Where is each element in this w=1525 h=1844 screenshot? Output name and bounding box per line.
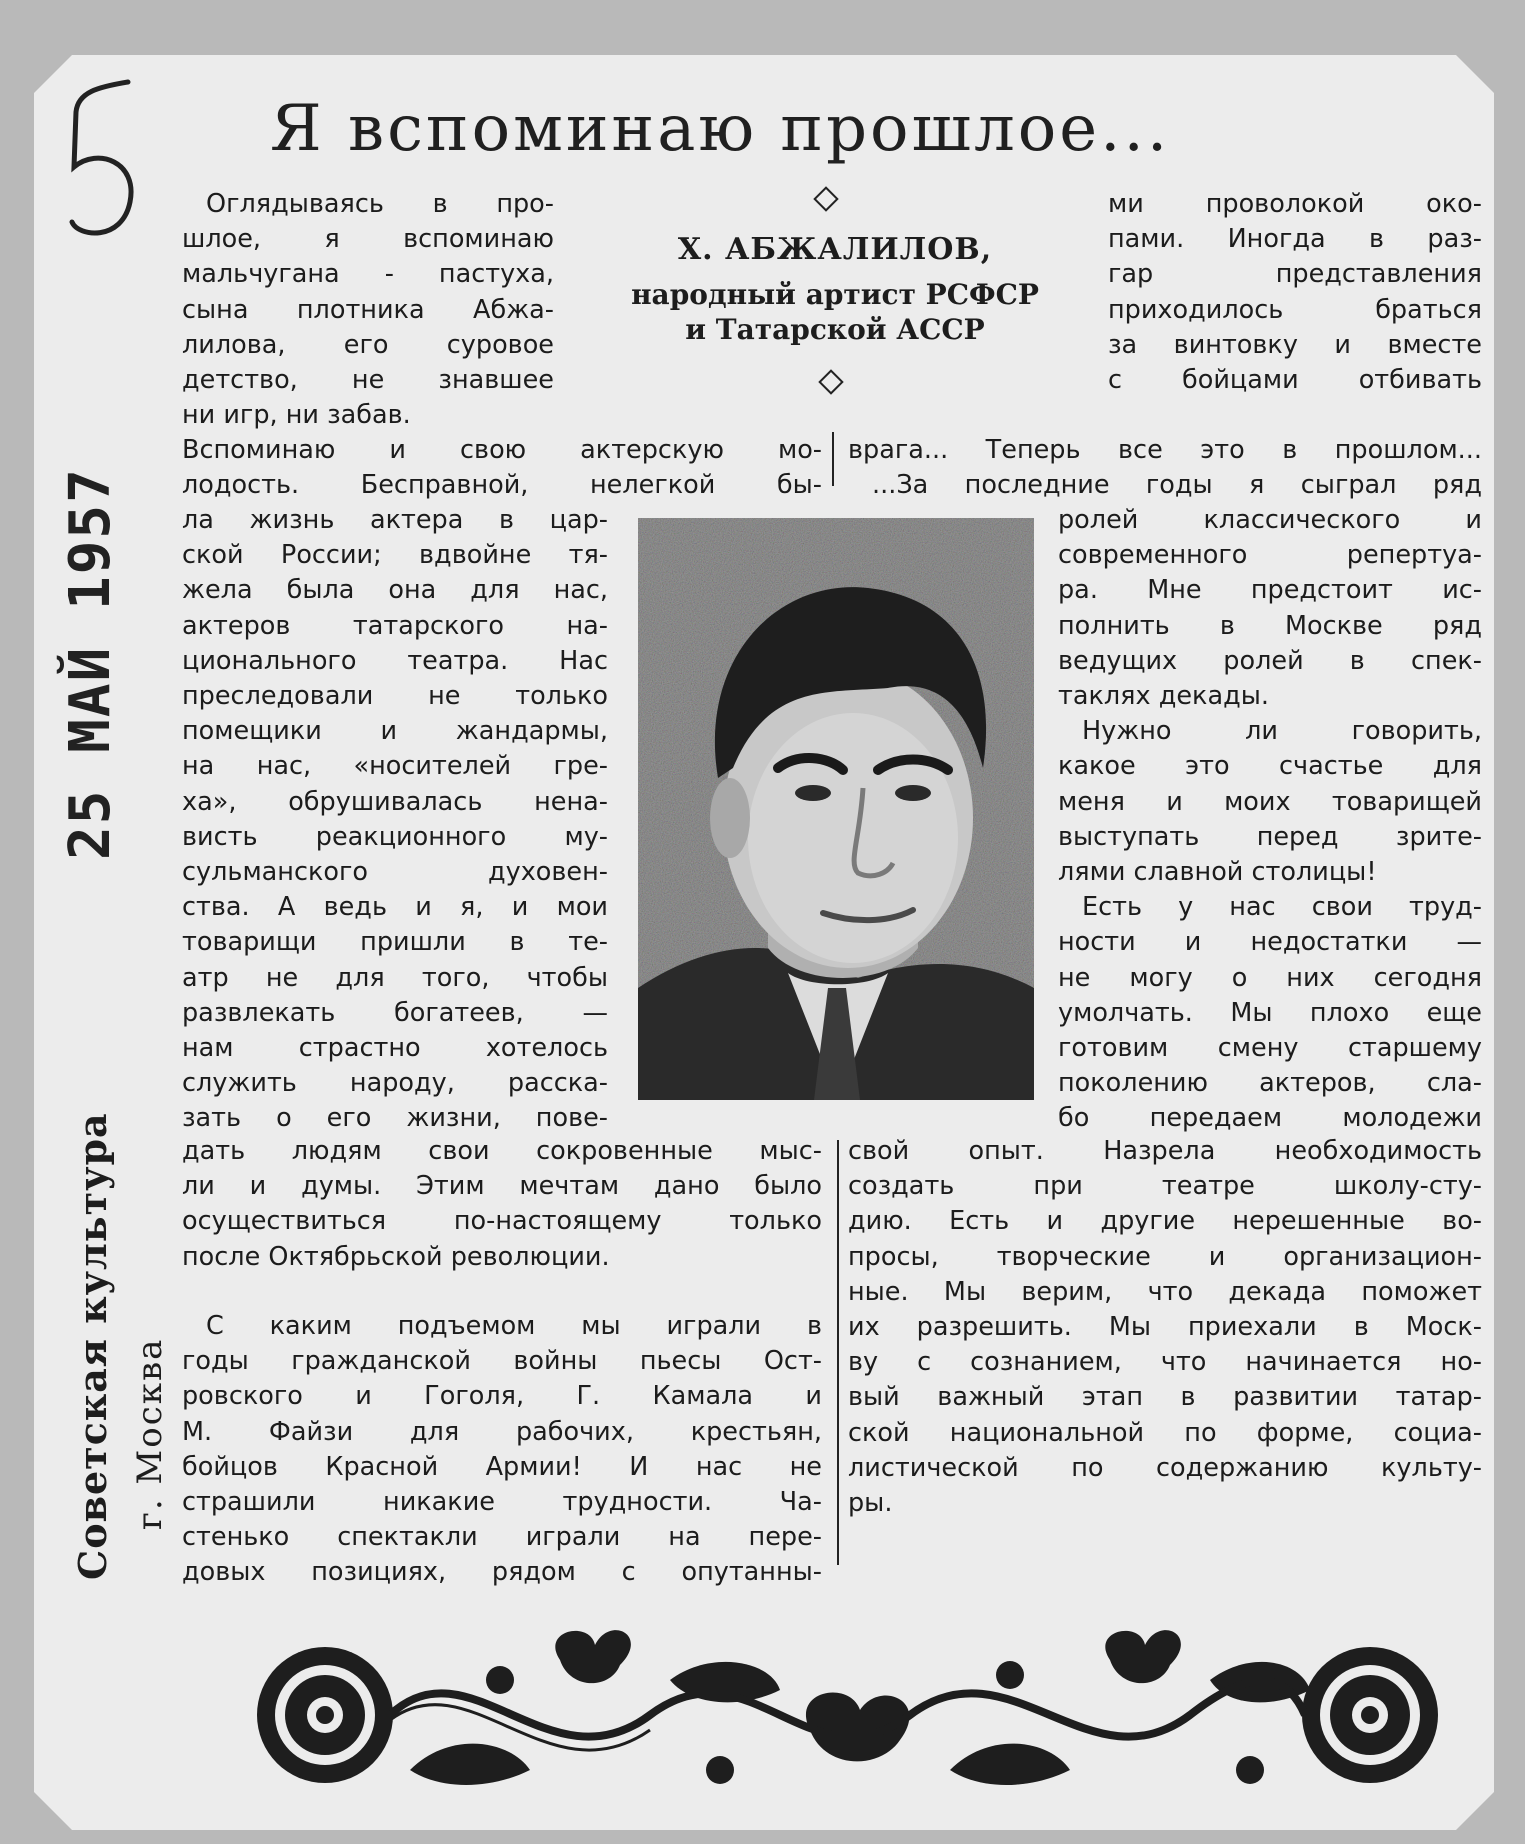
city-name: г. Москва [130,1337,170,1530]
text-line: гар представления [1108,259,1482,290]
text-line: ни игр, ни забав. [182,400,411,431]
text-line: ционального театра. Нас [182,645,608,676]
text-line: поколению актеров, сла- [1058,1068,1482,1099]
text-line: ...За последние годы я сыграл ряд [872,470,1482,501]
text-line: меня и моих товарищей [1058,786,1482,817]
handwritten-page-number [58,72,148,252]
column-rule [837,1140,839,1565]
text-line: нам страстно хотелось [182,1033,608,1063]
text-line: ровского и Гоголя, Г. Камала и [182,1381,822,1412]
text-line: развлекать богатеев, — [182,997,608,1028]
text-line: ха», обрушивалась нена- [182,786,608,817]
text-line: просы, творческие и организацион- [848,1241,1482,1272]
text-line: довых позициях, рядом с опутанны- [182,1557,822,1588]
text-line: зать о его жизни, пове- [182,1103,608,1134]
text-line: ской России; вдвойне тя- [182,540,608,571]
text-line: М. Файзи для рабочих, крестьян, [182,1416,822,1447]
column-rule [832,432,834,486]
text-line: сына плотника Абжа- [182,294,554,325]
text-line: врага... Теперь все это в прошлом... [848,435,1482,465]
date-stamp: 25 МАЙ 1957 [58,467,123,860]
text-line: с бойцами отбивать [1108,365,1482,395]
text-line: жела была она для нас, [182,575,608,606]
text-line: детство, не знавшее [182,365,554,395]
text-line: Нужно ли говорить, [1082,716,1482,747]
article-title: Я вспоминаю прошлое... [270,92,1171,166]
text-line: страшили никакие трудности. Ча- [182,1487,822,1517]
text-line: товарищи пришли в те- [182,927,608,958]
text-line: ры. [848,1488,893,1518]
text-line: стенько спектакли играли на пере- [182,1522,822,1553]
text-line: приходилось браться [1108,294,1482,325]
newspaper-name: Советская культура [70,1112,115,1580]
text-line: выступать перед зрите- [1058,821,1482,852]
text-line: служить народу, расска- [182,1068,608,1099]
text-line: современного репертуа- [1058,540,1482,571]
text-line: не могу о них сегодня [1058,962,1482,993]
text-line: ведущих ролей в спек- [1058,645,1482,676]
text-line: Вспоминаю и свою актерскую мо- [182,435,822,465]
text-line: шлое, я вспоминаю [182,224,554,255]
text-line: листической по содержанию культу- [848,1452,1482,1483]
text-line: ности и недостатки — [1058,927,1482,958]
text-line: ра. Мне предстоит ис- [1058,575,1482,606]
text-line: ли и думы. Этим мечтам дано было [182,1171,822,1202]
text-line: атр не для того, чтобы [182,962,608,993]
text-line: создать при театре школу-сту- [848,1171,1482,1202]
text-line: умолчать. Мы плохо еще [1058,997,1482,1028]
text-line: преследовали не только [182,681,608,711]
text-line: после Октябрьской революции. [182,1241,610,1272]
text-line: их разрешить. Мы приехали в Моск- [848,1312,1482,1342]
text-line: Есть у нас свои труд- [1082,892,1482,923]
text-line: актеров татарского на- [182,610,608,641]
text-line: вый важный этап в развитии татар- [848,1382,1482,1413]
text-line: висть реакционного му- [182,821,608,852]
text-line: лилова, его суровое [182,329,554,360]
text-line: лями славной столицы! [1058,857,1377,887]
text-line: С каким подъемом мы играли в [206,1311,822,1341]
author-portrait-photo [638,518,1034,1100]
text-line: за винтовку и вместе [1108,329,1482,360]
text-line: на нас, «носителей гре- [182,751,608,782]
author-name: Х. АБЖАЛИЛОВ, [677,232,993,267]
text-line: дать людям свои сокровенные мыс- [182,1136,822,1166]
text-line: лодость. Бесправной, нелегкой бы- [182,470,822,501]
floral-ornament-border [250,1620,1450,1810]
text-line: сульманского духовен- [182,857,608,887]
text-line: ства. А ведь и я, и мои [182,892,608,923]
text-line: ми проволокой око- [1108,189,1482,219]
text-line: дию. Есть и другие нерешенные во- [848,1206,1482,1237]
author-role-1: народный артист РСФСР [631,278,1039,311]
text-line: ла жизнь актера в цар- [182,505,608,535]
text-line: таклях декады. [1058,681,1269,711]
text-line: свой опыт. Назрела необходимость [848,1136,1482,1166]
text-line: годы гражданской войны пьесы Ост- [182,1346,822,1377]
author-role-2: и Татарской АССР [685,313,985,346]
text-line: ные. Мы верим, что декада поможет [848,1276,1482,1307]
text-line: мальчугана - пастуха, [182,259,554,290]
text-line: готовим смену старшему [1058,1033,1482,1063]
text-line: осуществиться по-настоящему только [182,1206,822,1237]
text-line: ролей классического и [1058,505,1482,535]
text-line: помещики и жандармы, [182,716,608,747]
text-line: пами. Иногда в раз- [1108,224,1482,255]
portrait-illustration [638,518,1034,1100]
text-line: ву с сознанием, что начинается но- [848,1347,1482,1378]
text-line: полнить в Москве ряд [1058,610,1482,641]
text-line: ской национальной по форме, социа- [848,1417,1482,1448]
text-line: бойцов Красной Армии! И нас не [182,1451,822,1482]
text-line: Оглядываясь в про- [206,189,554,219]
text-line: бо передаем молодежи [1058,1103,1482,1134]
text-line: какое это счастье для [1058,751,1482,782]
